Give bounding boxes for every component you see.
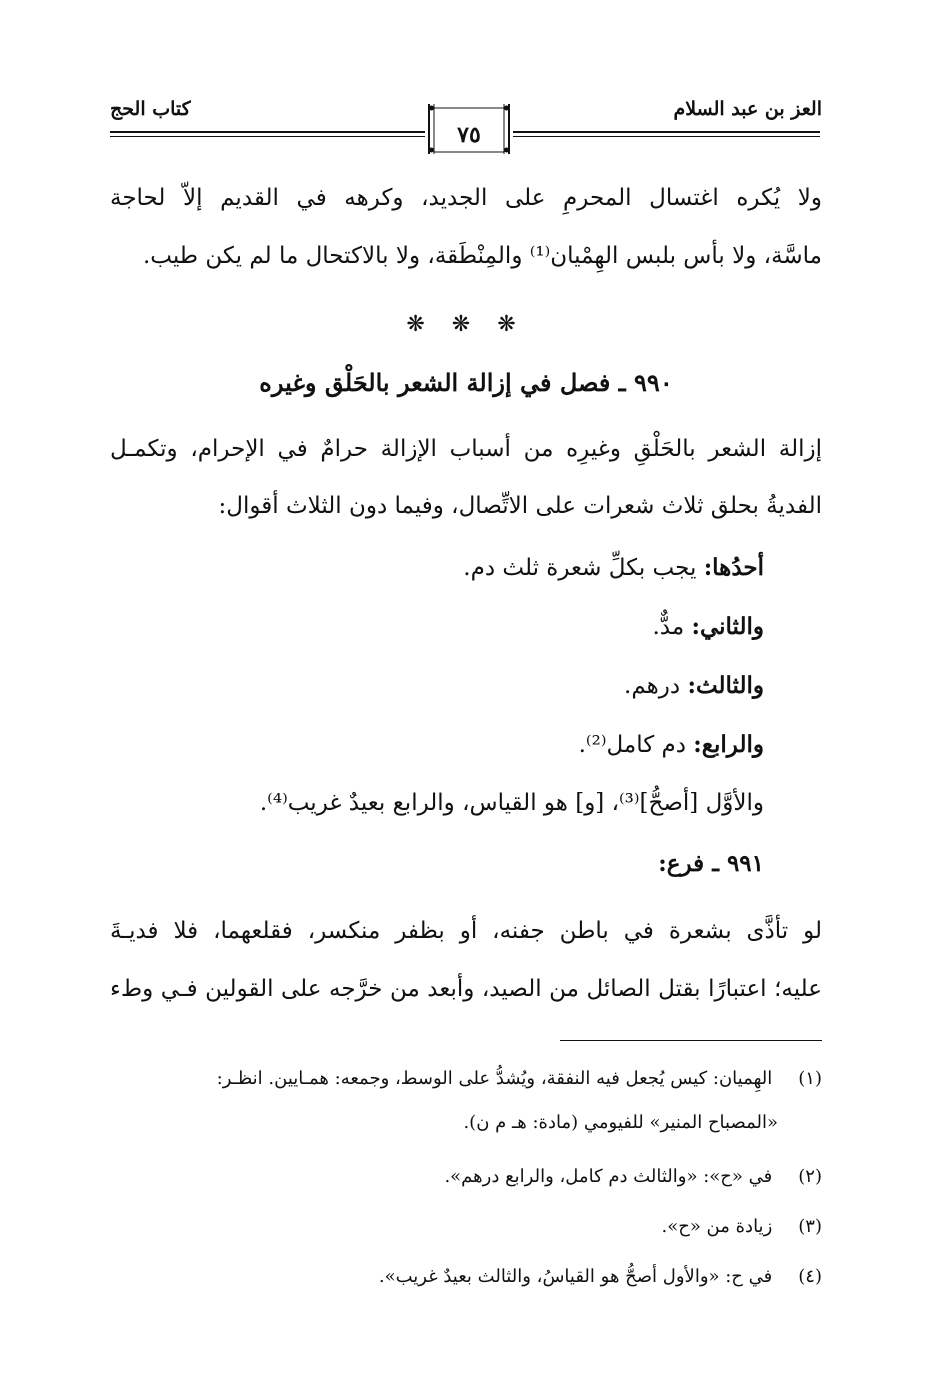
footnote-number: (١) (798, 1068, 822, 1089)
page-number: ٧٥ (457, 122, 481, 148)
opinion-text: درهم. (624, 673, 681, 699)
conclusion-line: والأوَّل [أصحُّ]⁽³⁾، [و] هو القياس، والرابع بعيدٌ غريب⁽⁴⁾. (259, 790, 764, 816)
text-line: إزالة الشعر بالحَلْقِ وغيرِه من أسباب الإزالة حرامٌ في الإحرام، وتكمـل (110, 436, 822, 462)
section-title-990: ٩٩٠ ـ فصل في إزالة الشعر بالحَلْق وغيره (259, 368, 673, 397)
footnote-4 (379, 1266, 822, 1287)
text-line: عليه؛ اعتبارًا بقتل الصائل من الصيد، وأبعد من خرَّجه على القولين فـي وطء (110, 976, 822, 1002)
opinion-label: أحدُها: (703, 554, 764, 581)
opinion-item (463, 554, 764, 581)
page-header (0, 0, 932, 175)
footnote-3 (661, 1216, 822, 1237)
footnote-1 (217, 1068, 822, 1089)
footnote-text: في ح: «والأول أصحُّ هو القياسُ، والثالث بعيدٌ غريب». (378, 1266, 773, 1287)
page-number-frame (425, 100, 513, 158)
text-line: ولا يُكره اغتسال المحرمِ على الجديد، وكرهه في القديم إلاّ لحاجة (110, 185, 822, 211)
text-line: لو تأذَّى بشعرة في باطن جفنه، أو بظفر منكسر، فقلعهما، فلا فديـةَ (110, 918, 822, 944)
footnote-number: (٤) (798, 1266, 822, 1287)
opinion-text: يجب بكلِّ شعرة ثلث دم. (463, 555, 697, 581)
footnote-text: في «ح»: «والثالث دم كامل، والرابع درهم». (444, 1166, 773, 1187)
footnote-text: الهِميان: كيس يُجعل فيه النفقة، ويُشدُّ على الوسط، وجمعه: همـايين. انظـر: (216, 1068, 773, 1089)
footnote-text: زيادة من «ح». (661, 1216, 773, 1237)
opinion-item (579, 731, 764, 758)
footnote-separator (560, 1040, 822, 1041)
opinion-label: والرابع: (693, 731, 764, 758)
section-title-991: ٩٩١ ـ فرع: (658, 850, 764, 877)
opinion-label: والثاني: (691, 613, 764, 640)
footnote-1-cont: «المصباح المنير» للفيومي (مادة: هـ م ن). (463, 1112, 778, 1133)
text-line: ماسَّة، ولا بأس بلبس الهِمْيان⁽¹⁾ والمِنْطَقة، ولا بالاكتحال ما لم يكن طيب. (142, 243, 822, 269)
opinion-item (652, 613, 764, 640)
footnote-number: (٣) (798, 1216, 822, 1237)
header-book-title: كتاب الحج (110, 98, 191, 120)
opinion-text: مدٌّ. (652, 614, 685, 640)
opinion-item (624, 672, 764, 699)
footnote-number: (٢) (798, 1166, 822, 1187)
text-line: الفديةُ بحلق ثلاث شعرات على الاتِّصال، وفيما دون الثلاث أقوال: (218, 493, 822, 519)
opinion-label: والثالث: (687, 672, 764, 699)
section-separator: ❋ ❋ ❋ (406, 312, 526, 337)
opinion-text: دم كامل⁽²⁾. (578, 732, 686, 758)
header-author: العز بن عبد السلام (673, 98, 822, 120)
footnote-2 (444, 1166, 822, 1187)
